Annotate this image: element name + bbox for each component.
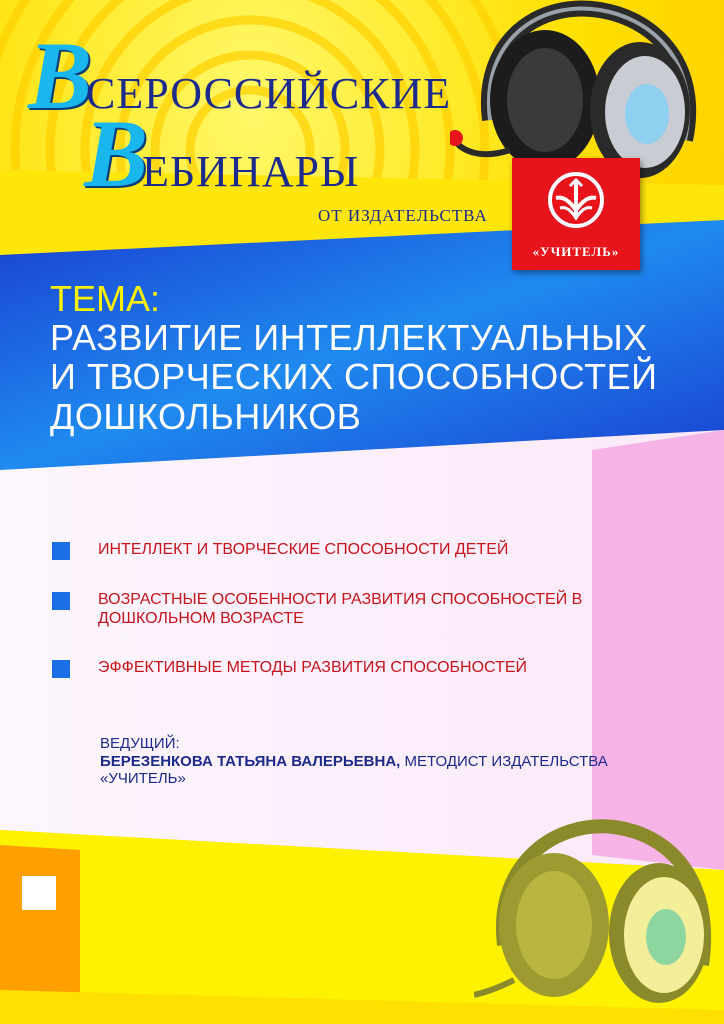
brand-title [28, 22, 452, 207]
topic-line: РАЗВИТИЕ ИНТЕЛЛЕКТУАЛЬНЫХ [50, 316, 648, 358]
brand-word-1: СЕРОССИЙСКИЕ [86, 69, 452, 118]
headphones-bottom-icon [474, 815, 724, 1015]
publisher-text: ОТ ИЗДАТЕЛЬСТВА [318, 206, 488, 225]
bullet-text: ВОЗРАСТНЫЕ ОСОБЕННОСТИ РАЗВИТИЯ СПОСОБНОСТЕЙ В ДОШКОЛЬНОМ ВОЗРАСТЕ [98, 591, 583, 628]
brand-word-2: ЕБИНАРЫ [142, 147, 360, 196]
host-block [100, 735, 690, 788]
brand-initial-1: В [28, 22, 93, 129]
publisher-book-logo-icon [512, 158, 640, 238]
topic-label: ТЕМА: [50, 278, 161, 319]
brand-initial-2: В [84, 100, 149, 207]
bullet-text: ЭФФЕКТИВНЫЕ МЕТОДЫ РАЗВИТИЯ СПОСОБНОСТЕЙ [98, 659, 528, 677]
list-item [52, 658, 632, 678]
list-item [52, 540, 632, 560]
decorative-square [22, 876, 56, 910]
list-item [52, 590, 632, 628]
topic-line: ДОШКОЛЬНИКОВ [50, 395, 362, 437]
publisher-logo [512, 158, 640, 270]
bullet-square-icon [52, 592, 70, 610]
host-label: ВЕДУЩИЙ: [100, 735, 180, 752]
bullet-square-icon [52, 542, 70, 560]
topic-line: И ТВОРЧЕСКИХ СПОСОБНОСТЕЙ [50, 356, 658, 398]
bullet-text: ИНТЕЛЛЕКТ И ТВОРЧЕСКИЕ СПОСОБНОСТИ ДЕТЕЙ [98, 541, 509, 558]
host-role: МЕТОДИСТ ИЗДАТЕЛЬСТВА «УЧИТЕЛЬ» [100, 752, 608, 788]
logo-caption: «УЧИТЕЛЬ» [532, 244, 620, 259]
bullet-square-icon [52, 660, 70, 678]
topic-block [50, 280, 690, 437]
brand-line-1 [28, 22, 452, 129]
bullet-list [52, 540, 632, 708]
host-name: БЕРЕЗЕНКОВА ТАТЬЯНА ВАЛЕРЬЕВНА, [100, 752, 401, 770]
host-details [100, 753, 690, 788]
